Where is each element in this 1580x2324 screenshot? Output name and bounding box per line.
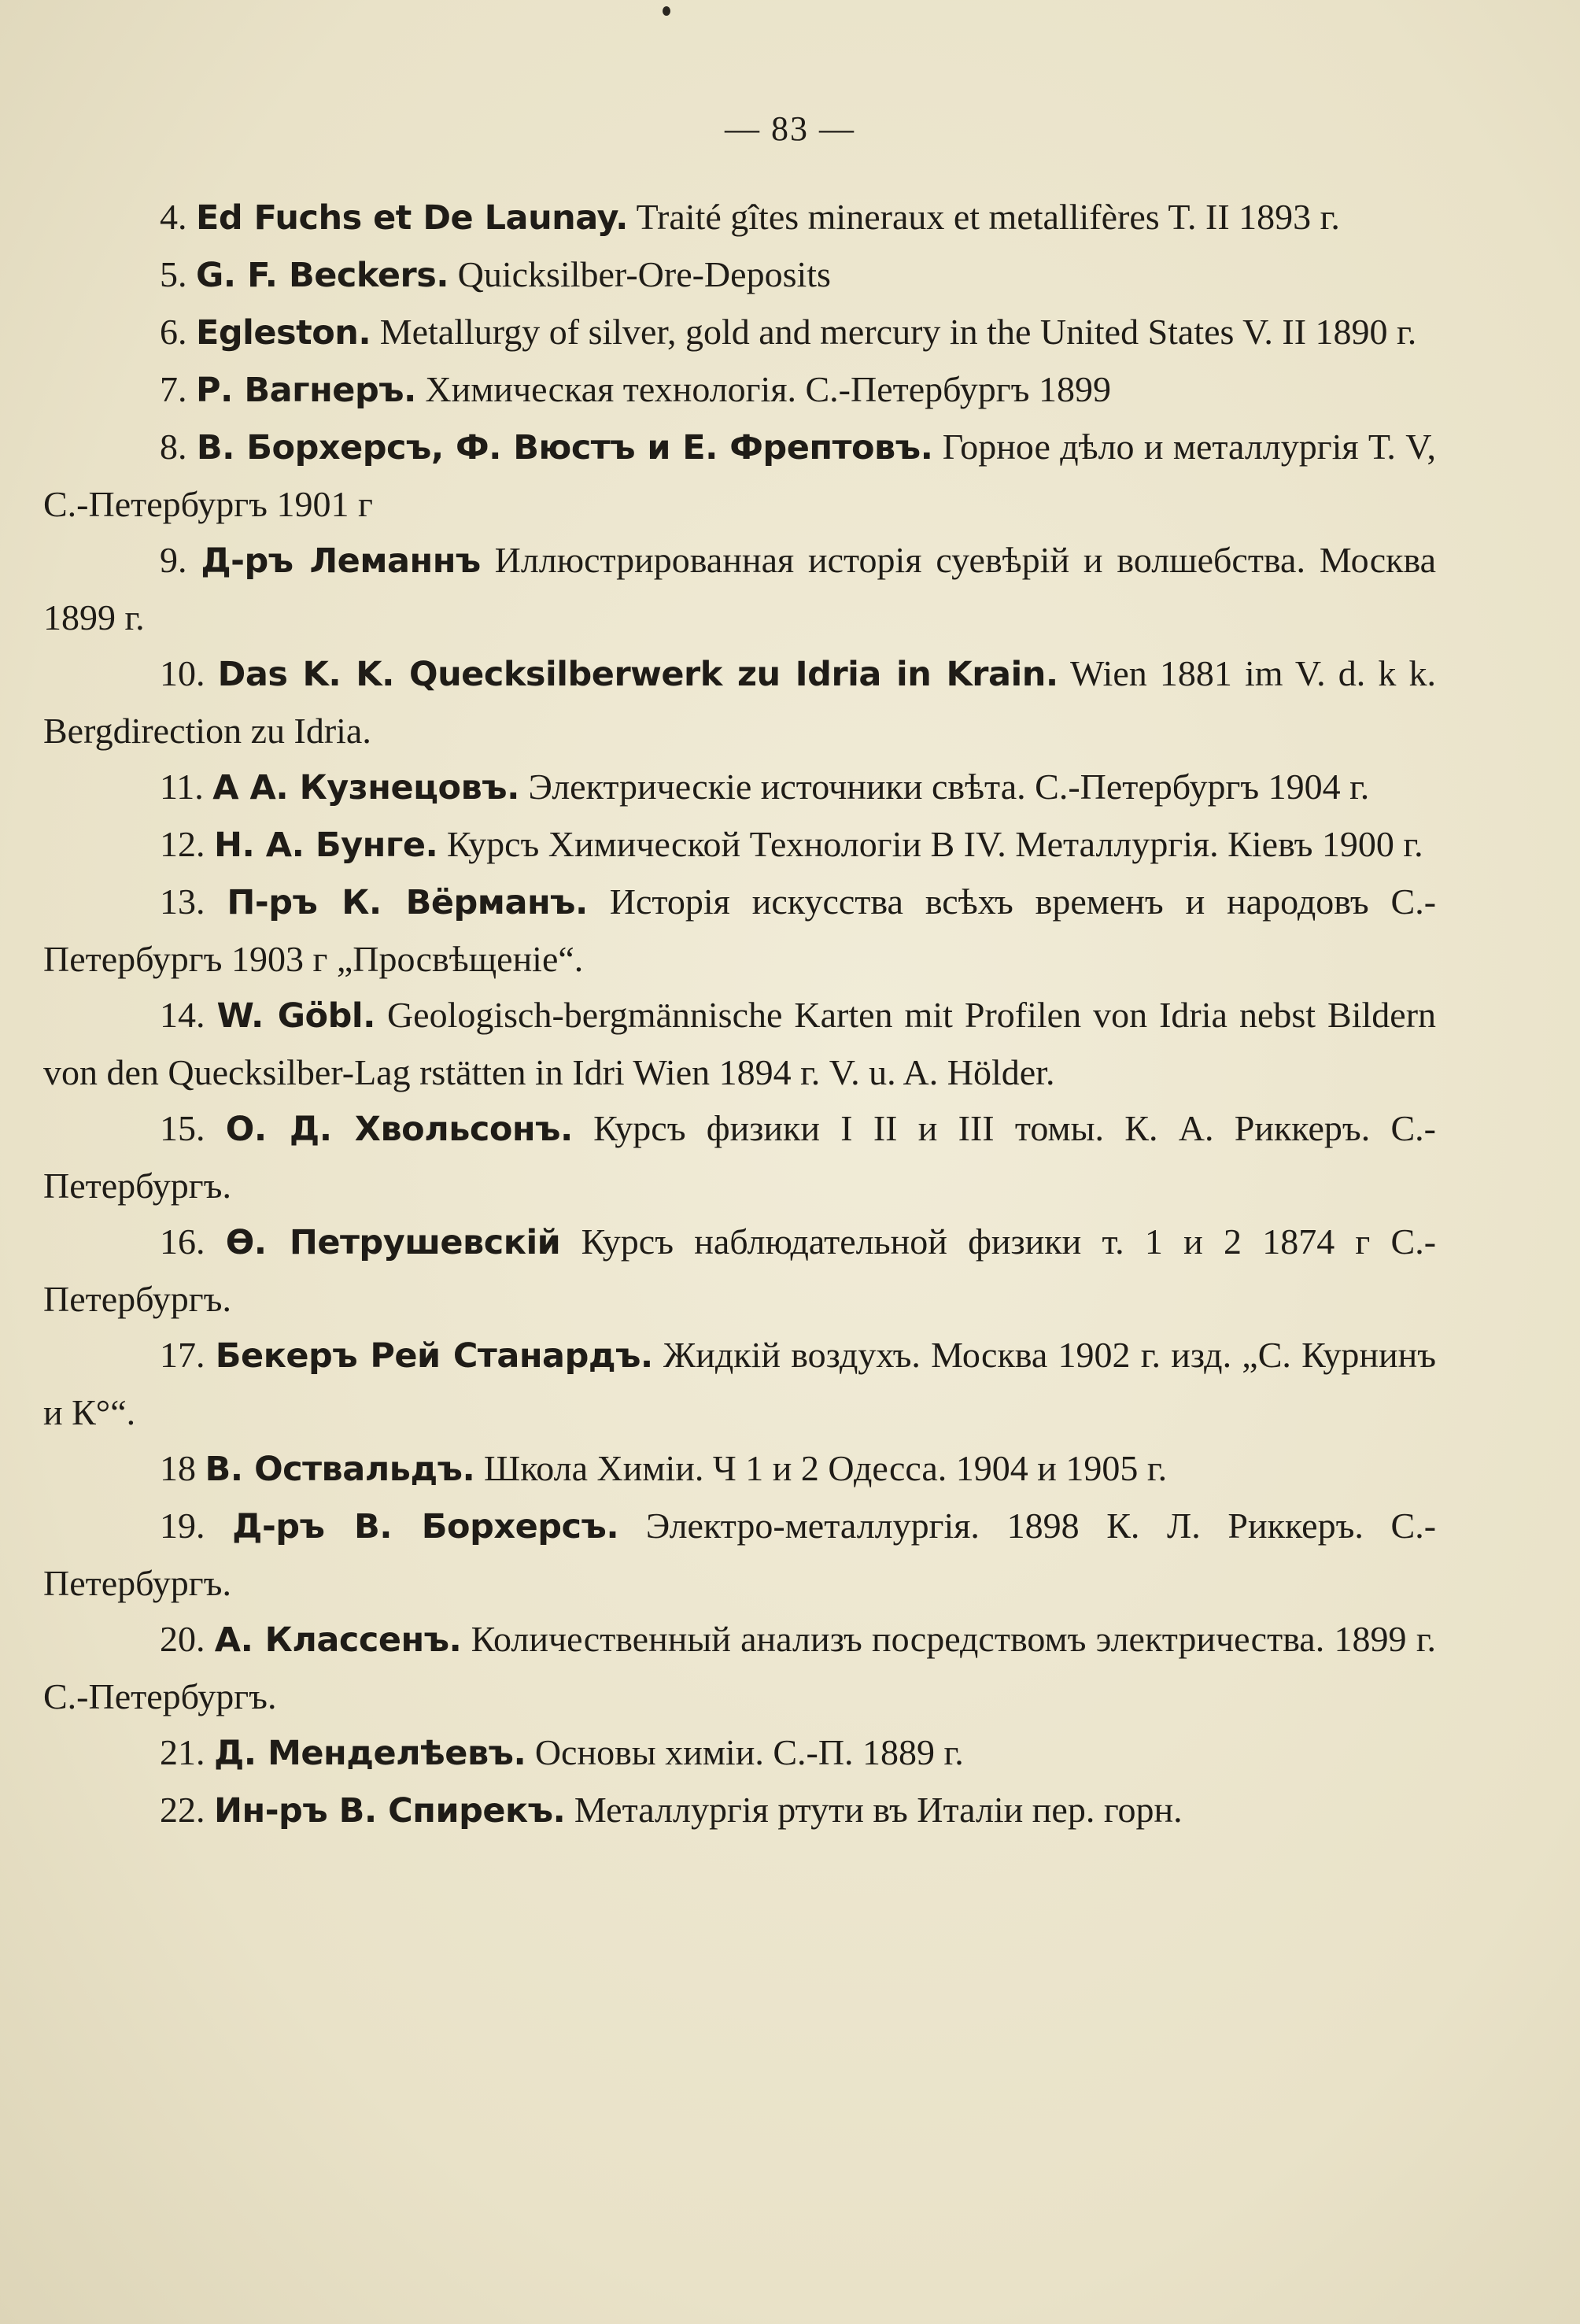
entry-author: В. Оствальдъ. (205, 1450, 475, 1489)
entry-text: Горное дѣло и металлургія Т. V, С.-Петербургъ 1901 г (43, 427, 1437, 524)
entry-author: П-ръ К. Вёрманъ. (227, 883, 588, 922)
entry-text: Курсъ физики I II и III томы. К. А. Риккеръ. С.-Петербургъ. (43, 1108, 1436, 1206)
list-item: 10. Das K. K. Quecksilberwerk zu Idria in Krain. Wien 1881 im V. d. k k. Bergdirection zu Idria. (43, 653, 1437, 751)
list-item: 13. П-ръ К. Вёрманъ. Исторія искусства всѣхъ временъ и народовъ С.-Петербургъ 1903 г „Просвѣщеніе“. (43, 881, 1437, 979)
list-item: 7. Р. Вагнеръ. Химическая технологія. С.-Петербургъ 1899 (160, 369, 1111, 410)
entry-text: Школа Химіи. Ч 1 и 2 Одесса. 1904 и 1905 г. (483, 1448, 1168, 1488)
entry-author: Д. Менделѣевъ. (214, 1734, 526, 1773)
entry-text: Металлургія ртути въ Италіи пер. горн. (574, 1790, 1183, 1830)
entry-text: Электрическіе источники свѣта. С.-Петербургъ 1904 г. (528, 767, 1370, 807)
list-item: 12. Н. А. Бунге. Курсъ Химической Технологіи В IV. Металлургія. Кіевъ 1900 г. (160, 824, 1423, 865)
list-item: 20. А. Классенъ. Количественный анализъ посредствомъ электричества. 1899 г. С.-Петербургъ. (43, 1619, 1436, 1716)
list-item: 4. Ed Fuchs et De Launay. Traité gîtes mineraux et metallifères T. II 1893 г. (160, 197, 1340, 238)
entry-text: Quicksilber-Ore-Deposits (457, 254, 831, 294)
list-item: 11. А А. Кузнецовъ. Электрическіе источники свѣта. С.-Петербургъ 1904 г. (160, 767, 1370, 807)
entry-text: Жидкій воздухъ. Москва 1902 г. изд. „С. Курнинъ и К°“. (43, 1335, 1437, 1432)
entry-text: Metallurgy of silver, gold and mercury in the United States V. II 1890 г. (379, 312, 1417, 352)
entry-author: Das K. K. Quecksilberwerk zu Idria in Krain. (217, 655, 1058, 694)
entry-author: W. Göbl. (216, 996, 375, 1036)
list-item: 19. Д-ръ В. Борхерсъ. Электро-металлургія. 1898 К. Л. Риккеръ. С.-Петербургъ. (43, 1506, 1437, 1603)
page-number: — 83 — (725, 109, 855, 148)
entry-text: Количественный анализъ посредствомъ электричества. 1899 г. С.-Петербургъ. (43, 1619, 1436, 1716)
entry-text: Курсъ Химической Технологіи В IV. Металлургія. Кіевъ 1900 г. (446, 824, 1423, 864)
entry-text: Wien 1881 im V. d. k k. Bergdirection zu Idria. (43, 653, 1437, 751)
list-item: 21. Д. Менделѣевъ. Основы химіи. С.-П. 1889 г. (160, 1732, 964, 1773)
entry-text: Иллюстрированная исторія суевѣрій и волшебства. Москва 1899 г. (43, 540, 1437, 637)
list-item: 22. Ин-ръ В. Спирекъ. Металлургія ртути въ Италіи пер. горн. (160, 1790, 1183, 1831)
list-item: 14. W. Göbl. Geologisch-bergmännische Karten mit Profilen von Idria nebst Bildern von den Quecksilber-Lag rstätten in Idri Wien 1894 г. V. u. A. Hölder. (43, 995, 1437, 1092)
entry-text: Traité gîtes mineraux et metallifères T. II 1893 г. (636, 197, 1340, 237)
list-item: 18 В. Оствальдъ. Школа Химіи. Ч 1 и 2 Одесса. 1904 и 1905 г. (160, 1448, 1168, 1489)
entry-author: Д-ръ Леманнъ (201, 541, 481, 581)
list-item: 8. В. Борхерсъ, Ф. Вюстъ и Е. Фрептовъ. Горное дѣло и металлургія Т. V, С.-Петербургъ 1901 г (43, 427, 1437, 524)
entry-author: G. F. Beckers. (196, 256, 449, 295)
entry-author: Р. Вагнеръ. (196, 371, 416, 410)
entry-author: А. Классенъ. (214, 1620, 462, 1660)
entry-author: О. Д. Хвольсонъ. (225, 1110, 573, 1149)
entry-text: Химическая технологія. С.-Петербургъ 1899 (425, 369, 1111, 409)
list-item: 17. Бекеръ Рей Станардъ. Жидкій воздухъ. Москва 1902 г. изд. „С. Курнинъ и К°“. (43, 1335, 1437, 1432)
list-item: 15. О. Д. Хвольсонъ. Курсъ физики I II и III томы. К. А. Риккеръ. С.-Петербургъ. (43, 1108, 1436, 1206)
ink-speck (663, 6, 670, 16)
entry-text: Основы химіи. С.-П. 1889 г. (534, 1732, 964, 1772)
entry-text: Курсъ наблюдательной физики т. 1 и 2 1874 г С.-Петербургъ. (43, 1221, 1437, 1319)
entry-author: Ин-ръ В. Спирекъ. (214, 1791, 566, 1831)
entry-author: Ө. Петрушевскій (225, 1223, 561, 1262)
entry-author: Ed Fuchs et De Launay. (196, 198, 628, 238)
list-item: 9. Д-ръ Леманнъ Иллюстрированная исторія суевѣрій и волшебства. Москва 1899 г. (43, 540, 1437, 637)
entry-author: Н. А. Бунге. (214, 826, 438, 865)
list-item: 5. G. F. Beckers. Quicksilber-Ore-Deposits (160, 254, 831, 295)
entry-text: Электро-металлургія. 1898 К. Л. Риккеръ. С.-Петербургъ. (43, 1506, 1437, 1603)
entry-author: В. Борхерсъ, Ф. Вюстъ и Е. Фрептовъ. (196, 428, 933, 467)
list-item: 16. Ө. Петрушевскій Курсъ наблюдательной физики т. 1 и 2 1874 г С.-Петербургъ. (43, 1221, 1437, 1319)
list-item: 6. Egleston. Metallurgy of silver, gold and mercury in the United States V. II 1890 г. (160, 312, 1417, 353)
entry-author: Д-ръ В. Борхерсъ. (232, 1507, 619, 1546)
entry-author: Бекеръ Рей Станардъ. (215, 1336, 653, 1376)
entry-author: А А. Кузнецовъ. (212, 768, 519, 807)
entry-author: Egleston. (196, 313, 371, 353)
entry-text: Geologisch-bergmännische Karten mit Profilen von Idria nebst Bildern von den Quecksilber-Lag rstätten in Idri Wien 1894 г. V. u. A. Hölder. (43, 995, 1437, 1092)
entry-text: Исторія искусства всѣхъ временъ и народовъ С.-Петербургъ 1903 г „Просвѣщеніе“. (43, 881, 1437, 979)
bibliography-list (43, 189, 1436, 1839)
